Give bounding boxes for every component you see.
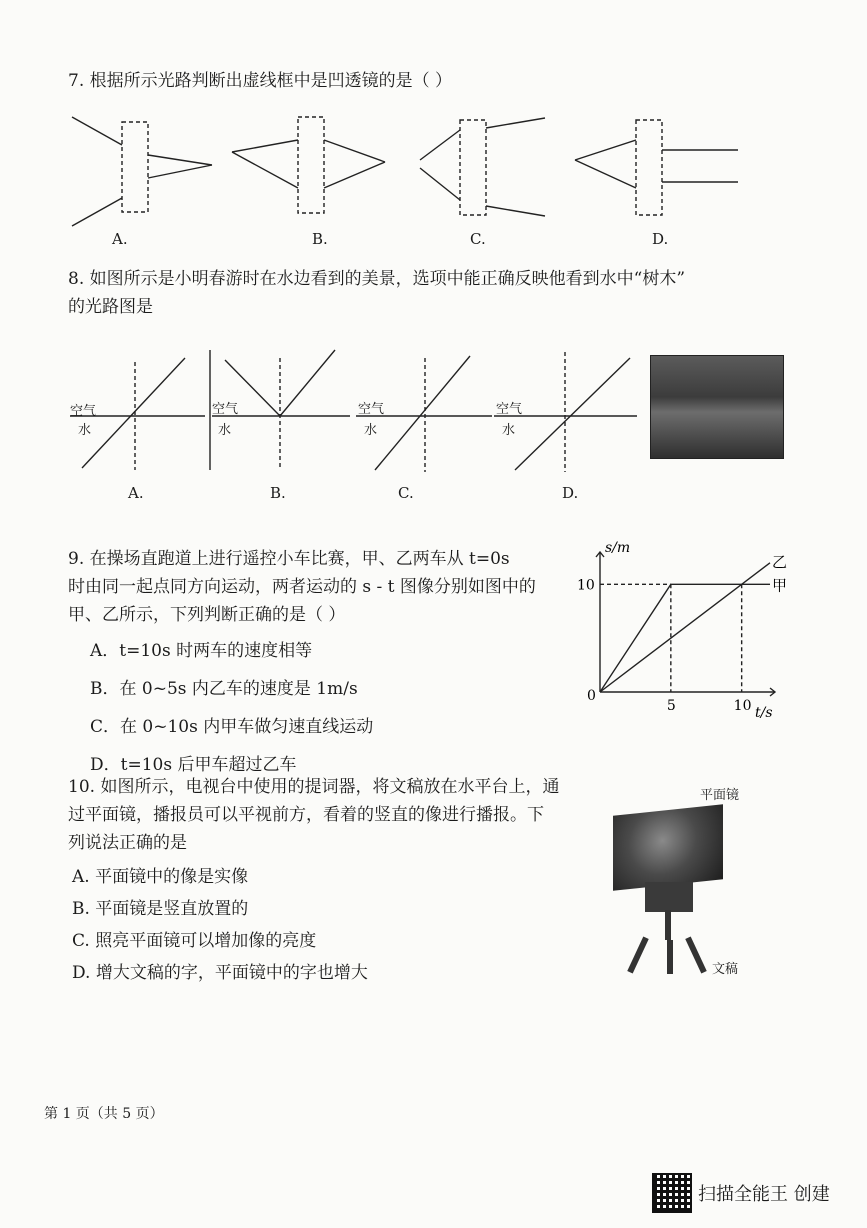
q10-option-b[interactable]: B. 平面镜是竖直放置的 bbox=[72, 899, 249, 919]
q7-option-c[interactable]: C. bbox=[470, 230, 486, 248]
q8-d-air-label: 空气 bbox=[496, 402, 523, 417]
q8-b-water-label: 水 bbox=[218, 423, 232, 438]
q10-stem-line3: 列说法正确的是 bbox=[68, 833, 187, 853]
scanner-watermark: 扫描全能王 创建 bbox=[698, 1184, 830, 1205]
page-number: 第 1 页（共 5 页） bbox=[44, 1106, 164, 1122]
q8-stem-line1: 8. 如图所示是小明春游时在水边看到的美景，选项中能正确反映他看到水中“树木” bbox=[68, 269, 686, 289]
q7-stem: 7. 根据所示光路判断出虚线框中是凹透镜的是（ ） bbox=[68, 71, 453, 91]
q10-stem-line1: 10. 如图所示，电视台中使用的提词器，将文稿放在水平台上，通 bbox=[68, 777, 560, 797]
q10-option-a[interactable]: A. 平面镜中的像是实像 bbox=[72, 867, 249, 887]
x-axis-label: t/s bbox=[755, 705, 773, 721]
q9-stem-line3: 甲、乙所示，下列判断正确的是（ ） bbox=[68, 605, 346, 625]
q8-d-water-label: 水 bbox=[502, 423, 516, 438]
q10-stem-line2: 过平面镜，播报员可以平视前方，看着的竖直的像进行播报。下 bbox=[68, 805, 544, 825]
series-label-jia: 甲 bbox=[772, 576, 788, 595]
origin-label: 0 bbox=[587, 688, 596, 704]
q10-option-d[interactable]: D. 增大文稿的字，平面镜中的字也增大 bbox=[72, 963, 368, 983]
y-axis-label: s/m bbox=[605, 540, 631, 556]
q8-b-air-label: 空气 bbox=[212, 402, 239, 417]
mirror-label: 平面镜 bbox=[700, 788, 740, 803]
series-line-jia bbox=[600, 584, 770, 692]
qr-code-icon bbox=[652, 1173, 692, 1213]
series-label-yi: 乙 bbox=[772, 552, 788, 571]
y-tick-label: 10 bbox=[577, 577, 595, 594]
series-line-yi bbox=[600, 563, 770, 692]
q10-option-c[interactable]: C. 照亮平面镜可以增加像的亮度 bbox=[72, 931, 317, 951]
q8-a-water-label: 水 bbox=[78, 423, 92, 438]
q8-a-air-label: 空气 bbox=[70, 404, 97, 419]
st-chart bbox=[575, 540, 788, 730]
q9-stem-line2: 时由同一起点同方向运动，两者运动的 s - t 图像分别如图中的 bbox=[68, 577, 536, 597]
q9-option-b[interactable]: B．在 0~5s 内乙车的速度是 1m/s bbox=[90, 679, 358, 699]
q7-option-b[interactable]: B. bbox=[312, 230, 328, 248]
x-tick-label: 5 bbox=[666, 698, 676, 714]
q9-option-c[interactable]: C．在 0~10s 内甲车做匀速直线运动 bbox=[90, 717, 374, 737]
q7-option-a[interactable]: A. bbox=[112, 230, 128, 248]
q8-option-b[interactable]: B. bbox=[270, 484, 286, 502]
q8-stem-line2: 的光路图是 bbox=[68, 297, 153, 317]
lake-trees-photo bbox=[650, 355, 784, 459]
q8-option-c[interactable]: C. bbox=[398, 484, 414, 502]
q8-option-d[interactable]: D. bbox=[562, 484, 579, 502]
q8-option-a[interactable]: A. bbox=[128, 484, 144, 502]
q9-option-d[interactable]: D．t=10s 后甲车超过乙车 bbox=[90, 755, 297, 775]
q9-option-a[interactable]: A．t=10s 时两车的速度相等 bbox=[90, 641, 313, 661]
q7-option-d[interactable]: D. bbox=[652, 230, 669, 248]
teleprompter-photo bbox=[605, 800, 730, 975]
document-label: 文稿 bbox=[712, 962, 739, 977]
q8-c-water-label: 水 bbox=[364, 423, 378, 438]
x-tick-label: 10 bbox=[733, 698, 752, 714]
q9-stem-line1: 9. 在操场直跑道上进行遥控小车比赛，甲、乙两车从 t=0s bbox=[68, 549, 510, 569]
q8-c-air-label: 空气 bbox=[358, 402, 385, 417]
